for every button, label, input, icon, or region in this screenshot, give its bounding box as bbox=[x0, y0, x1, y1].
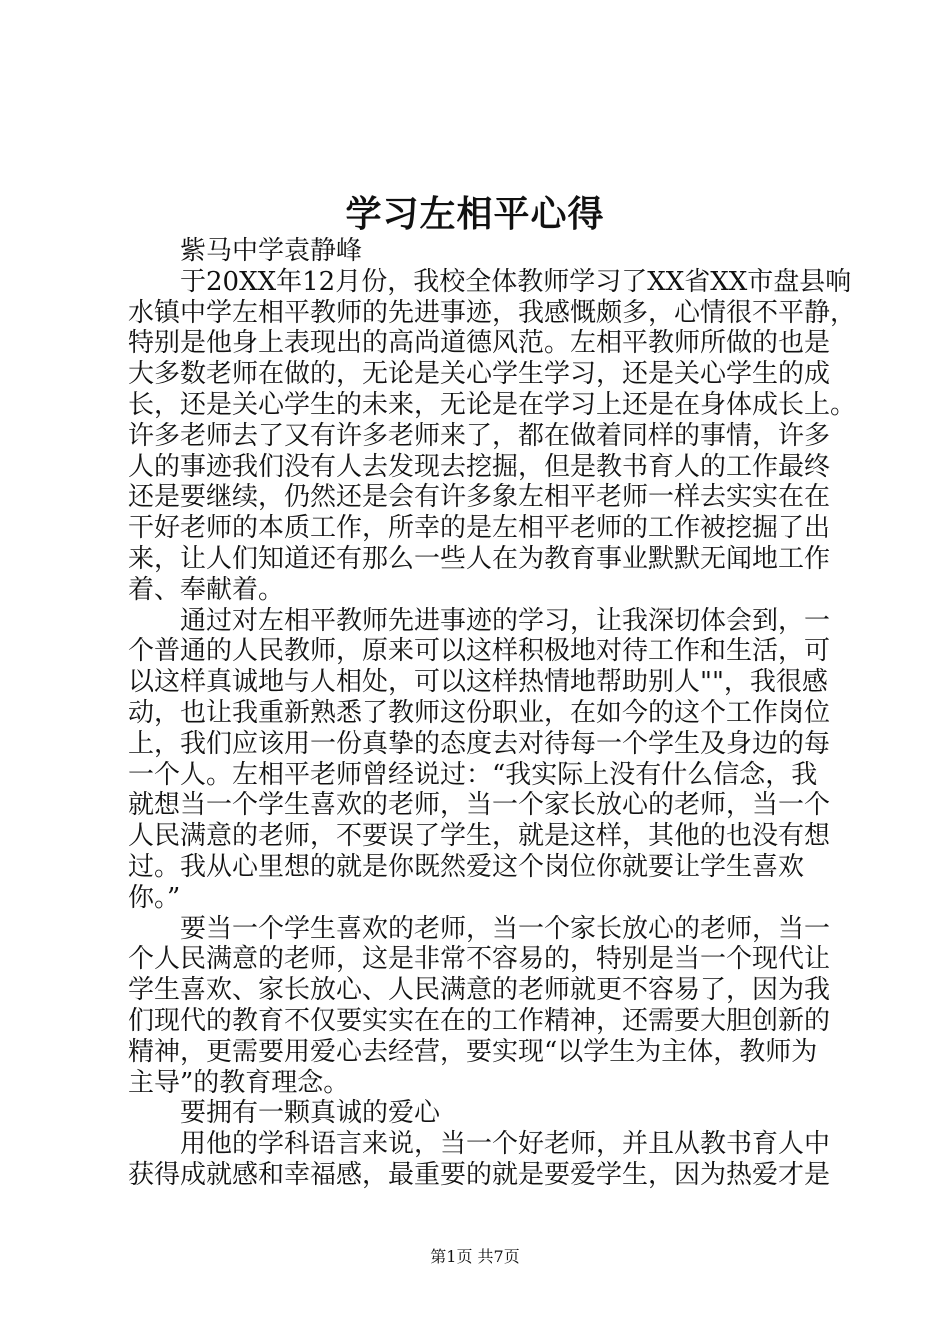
text-line: 许多老师去了又有许多老师来了，都在做着同样的事情，许多 bbox=[128, 420, 831, 451]
text-line: 以这样真诚地与人相处，可以这样热情地帮助别人""，我很感 bbox=[128, 667, 828, 698]
text-line: 用他的学科语言来说，当一个好老师，并且从教书育人中 bbox=[180, 1129, 831, 1160]
text-line: 上，我们应该用一份真挚的态度去对待每一个学生及身边的每 bbox=[128, 728, 831, 759]
text-line: 精神，更需要用爱心去经营，要实现“以学生为主体，教师为 bbox=[128, 1036, 818, 1067]
text-line: 主导”的教育理念。 bbox=[128, 1067, 350, 1098]
text-line: 大多数老师在做的，无论是关心学生学习，还是关心学生的成 bbox=[128, 359, 831, 390]
text-line: 个人民满意的老师，这是非常不容易的，特别是当一个现代让 bbox=[128, 944, 831, 975]
text-line: 要拥有一颗真诚的爱心 bbox=[180, 1098, 441, 1129]
text-line: 获得成就感和幸福感，最重要的就是要爱学生，因为热爱才是 bbox=[128, 1159, 831, 1190]
text-line: 一个人。左相平老师曾经说过：“我实际上没有什么信念，我 bbox=[128, 759, 818, 790]
text-line: 学生喜欢、家长放心、人民满意的老师就更不容易了，因为我 bbox=[128, 975, 831, 1006]
document-body bbox=[128, 236, 857, 1191]
text-line: 通过对左相平教师先进事迹的学习，让我深切体会到，一 bbox=[180, 605, 831, 636]
text-line: 个普通的人民教师，原来可以这样积极地对待工作和生活，可 bbox=[128, 636, 831, 667]
text-line: 还是要继续，仍然还是会有许多象左相平老师一样去实实在在 bbox=[128, 482, 831, 513]
text-line: 人民满意的老师，不要误了学生，就是这样，其他的也没有想 bbox=[128, 821, 831, 852]
text-line: 动，也让我重新熟悉了教师这份职业，在如今的这个工作岗位 bbox=[128, 697, 831, 728]
text-line: 你。” bbox=[128, 882, 181, 913]
text-line: 特别是他身上表现出的高尚道德风范。左相平教师所做的也是 bbox=[128, 328, 831, 359]
text-line: 要当一个学生喜欢的老师，当一个家长放心的老师，当一 bbox=[180, 913, 831, 944]
text-line: 人的事迹我们没有人去发现去挖掘，但是教书育人的工作最终 bbox=[128, 451, 831, 482]
text-line: 紫马中学袁静峰 bbox=[180, 236, 363, 266]
document-title: 学习左相平心得 bbox=[345, 193, 605, 235]
text-line: 过。我从心里想的就是你既然爱这个岗位你就要让学生喜欢 bbox=[128, 851, 805, 882]
text-line: 于20XX年12月份，我校全体教师学习了XX省XX市盘县响 bbox=[180, 266, 852, 297]
page-footer: 第1页 共7页 bbox=[430, 1247, 520, 1266]
text-line: 就想当一个学生喜欢的老师，当一个家长放心的老师，当一个 bbox=[128, 790, 831, 821]
text-line: 水镇中学左相平教师的先进事迹，我感慨颇多，心情很不平静， bbox=[128, 297, 857, 328]
text-line: 长，还是关心学生的未来，无论是在学习上还是在身体成长上。 bbox=[128, 389, 857, 420]
text-line: 们现代的教育不仅要实实在在的工作精神，还需要大胆创新的 bbox=[128, 1005, 831, 1036]
text-line: 来，让人们知道还有那么一些人在为教育事业默默无闻地工作 bbox=[128, 543, 831, 574]
text-line: 着、奉献着。 bbox=[128, 574, 285, 605]
text-line: 干好老师的本质工作，所幸的是左相平老师的工作被挖掘了出 bbox=[128, 513, 831, 544]
